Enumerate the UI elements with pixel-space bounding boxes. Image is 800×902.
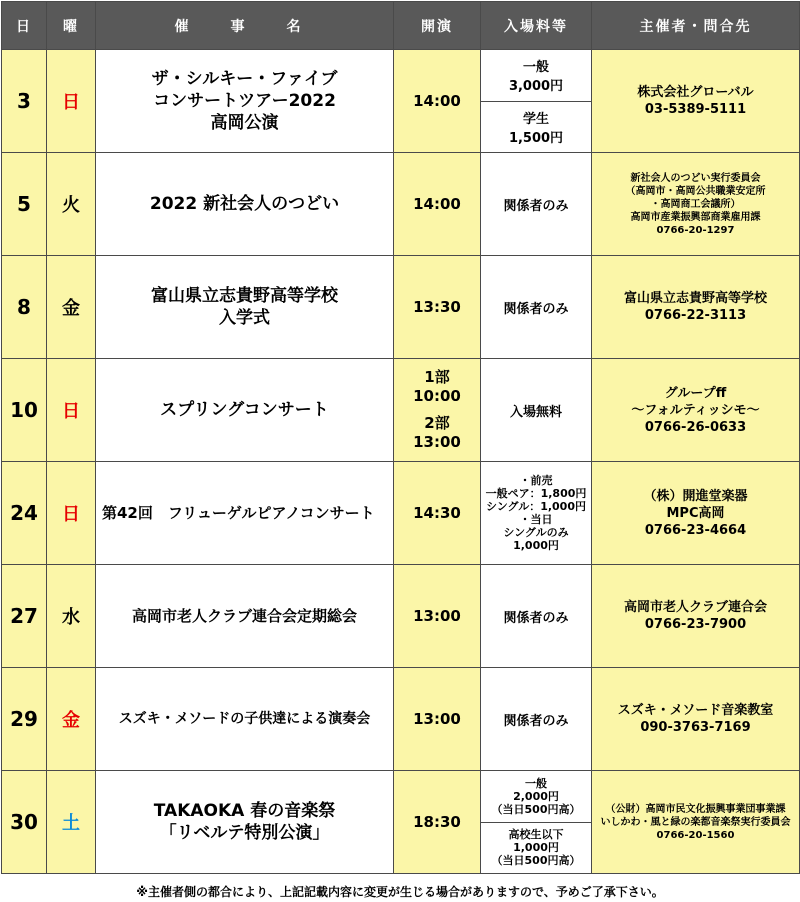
table-row (2, 256, 800, 359)
organizer-cell (592, 50, 800, 153)
weekday-cell: 水 (47, 565, 96, 668)
weekday-cell: 日 (47, 50, 96, 153)
fee-cell: 関係者のみ (481, 153, 592, 256)
event-line: 富山県立志貴野高等学校 (151, 286, 338, 306)
organizer-cell (592, 153, 800, 256)
event-line: スズキ・メソードの子供達による演奏会 (118, 711, 371, 727)
day-cell: 3 (2, 50, 47, 153)
organizer-line: 090-3763-7169 (640, 720, 751, 735)
fee-line: 1,500円 (508, 130, 564, 146)
weekday-cell: 金 (47, 256, 96, 359)
time-line: 10:00 (413, 387, 461, 405)
organizer-line: スズキ・メソード音楽教室 (617, 703, 774, 718)
organizer-cell (592, 771, 800, 874)
events-table (1, 1, 800, 874)
weekday-cell: 日 (47, 462, 96, 565)
fee-line: 1,000円 (513, 539, 559, 552)
organizer-line: 0766-23-7900 (644, 617, 747, 632)
fee-line: 3,000円 (508, 79, 564, 95)
header-start: 開演 (394, 2, 481, 50)
event-cell (96, 668, 394, 771)
time-line: 1部 (424, 368, 450, 386)
organizer-cell (592, 565, 800, 668)
event-cell (96, 565, 394, 668)
weekday-cell: 火 (47, 153, 96, 256)
fee-line: （当日500円高） (491, 854, 581, 868)
fee-line: 一般 (522, 60, 549, 76)
header-row (2, 2, 800, 50)
organizer-line: 0766-20-1560 (656, 829, 735, 841)
time-cell: 13:00 (394, 565, 481, 668)
day-cell: 8 (2, 256, 47, 359)
time-cell: 14:00 (394, 153, 481, 256)
header-weekday: 曜 (47, 2, 96, 50)
organizer-line: 0766-26-0633 (644, 419, 747, 435)
organizer-cell (592, 462, 800, 565)
table-row (2, 771, 800, 874)
fee-cell (481, 771, 592, 874)
fee-cell: 関係者のみ (481, 668, 592, 771)
event-cell (96, 771, 394, 874)
event-line: 高岡市老人クラブ連合会定期総会 (131, 607, 357, 625)
day-cell: 27 (2, 565, 47, 668)
fee-cell: 関係者のみ (481, 565, 592, 668)
day-cell: 10 (2, 359, 47, 462)
event-line: ザ・シルキー・ファイブ (151, 69, 338, 89)
day-cell: 30 (2, 771, 47, 874)
fee-line: シングルのみ (503, 526, 569, 539)
organizer-line: 高岡市産業振興部商業雇用課 (630, 211, 761, 223)
organizer-line: 03-5389-5111 (644, 102, 747, 117)
fee-line: 一般ペア：1,800円 (485, 487, 587, 500)
header-day: 日 (2, 2, 47, 50)
organizer-line: （高岡市・高岡公共職業安定所 (625, 185, 766, 197)
organizer-cell (592, 256, 800, 359)
time-cell: 13:00 (394, 668, 481, 771)
organizer-line: （株）開進堂楽器 (643, 488, 748, 504)
fee-cell: 入場無料 (481, 359, 592, 462)
event-line: コンサートツアー2022 (153, 91, 336, 111)
organizer-line: ・高岡商工会議所） (650, 198, 741, 210)
event-cell (96, 50, 394, 153)
fee-general (481, 771, 591, 823)
weekday-cell: 土 (47, 771, 96, 874)
time-line: 13:00 (413, 433, 461, 451)
event-line: 「リベルテ特別公演」 (159, 823, 330, 843)
organizer-line: MPC高岡 (666, 505, 725, 521)
organizer-line: グループff (664, 385, 727, 401)
time-cell: 14:30 (394, 462, 481, 565)
fee-line: シングル：1,000円 (486, 500, 586, 513)
fee-line: 2,000円 (513, 789, 559, 803)
fee-line: 高校生以下 (508, 828, 564, 842)
event-cell (96, 359, 394, 462)
table-row (2, 668, 800, 771)
event-line: 入学式 (219, 308, 270, 328)
table-row (2, 359, 800, 462)
event-line: 2022 新社会人のつどい (149, 194, 340, 214)
time-cell: 14:00 (394, 50, 481, 153)
header-event: 催 事 名 (96, 2, 394, 50)
table-row (2, 50, 800, 153)
organizer-line: （公財）高岡市民文化振興事業団事業課 (605, 803, 786, 815)
day-cell: 5 (2, 153, 47, 256)
organizer-cell (592, 359, 800, 462)
organizer-line: 株式会社グローバル (637, 85, 754, 100)
fee-general (481, 50, 591, 102)
organizer-line: 高岡市老人クラブ連合会 (623, 600, 767, 615)
fee-student (481, 823, 591, 874)
weekday-cell: 日 (47, 359, 96, 462)
event-cell (96, 462, 394, 565)
fee-line: （当日500円高） (491, 802, 581, 816)
organizer-line: 0766-20-1297 (656, 224, 735, 236)
fee-cell (481, 50, 592, 153)
event-line: スプリングコンサート (160, 400, 329, 420)
event-cell (96, 256, 394, 359)
time-cell (394, 359, 481, 462)
fee-line: 一般 (525, 776, 547, 790)
organizer-line: 新社会人のつどい実行委員会 (630, 172, 761, 184)
header-organizer: 主催者・問合先 (592, 2, 800, 50)
organizer-line: 富山県立志貴野高等学校 (623, 291, 767, 306)
event-line: 高岡公演 (210, 113, 279, 133)
organizer-cell (592, 668, 800, 771)
time-cell: 13:30 (394, 256, 481, 359)
time-cell: 18:30 (394, 771, 481, 874)
fee-line: 学生 (522, 111, 549, 127)
fee-cell (481, 462, 592, 565)
event-cell (96, 153, 394, 256)
event-line: TAKAOKA 春の音楽祭 (153, 801, 336, 821)
fee-line: 1,000円 (513, 841, 559, 855)
organizer-line: いしかわ・風と緑の楽都音楽祭実行委員会 (600, 816, 791, 828)
organizer-line: 0766-22-3113 (644, 308, 747, 323)
organizer-line: 0766-23-4664 (644, 522, 747, 538)
header-fee: 入場料等 (481, 2, 592, 50)
day-cell: 29 (2, 668, 47, 771)
organizer-line: ～フォルティッシモ～ (631, 402, 760, 418)
table-row (2, 462, 800, 565)
weekday-cell: 金 (47, 668, 96, 771)
day-cell: 24 (2, 462, 47, 565)
footnote: ※主催者側の都合により、上記記載内容に変更が生じる場合がありますので、予めご了承下さい。 (136, 885, 664, 899)
fee-line: ・当日 (519, 513, 553, 526)
event-line: 第42回 フリューゲルピアノコンサート (102, 504, 375, 522)
fee-student (481, 102, 591, 153)
time-line: 2部 (424, 414, 450, 432)
fee-line: ・前売 (519, 474, 553, 487)
table-row (2, 565, 800, 668)
fee-cell: 関係者のみ (481, 256, 592, 359)
table-row (2, 153, 800, 256)
